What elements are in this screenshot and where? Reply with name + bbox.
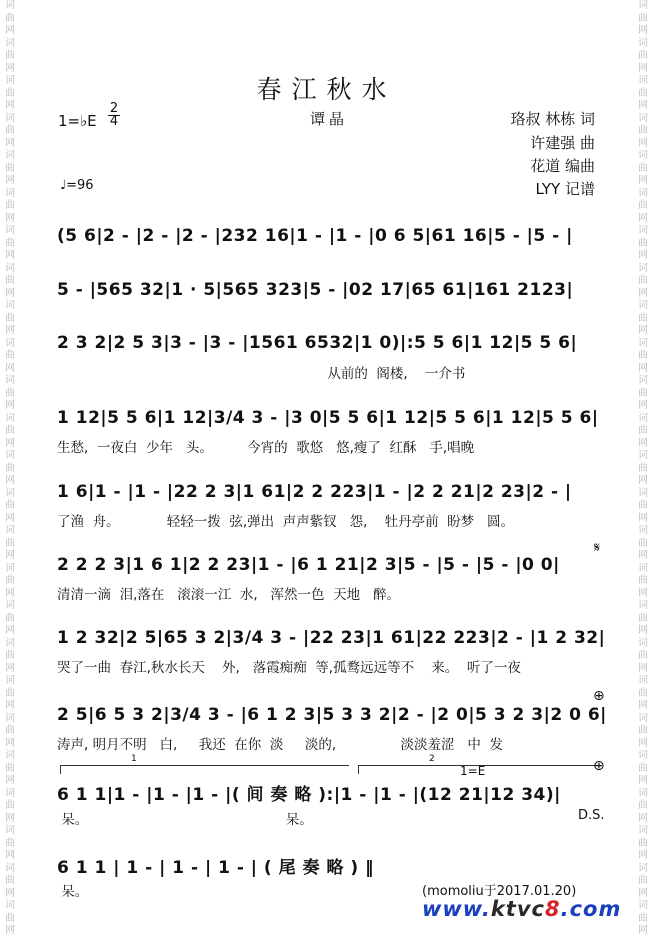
logo-part-a: www. bbox=[422, 897, 491, 921]
lyric-row-4: 生愁, 一夜白 少年 头。 今宵的 歌悠 悠,瘦了 红酥 手,唱晚 bbox=[57, 440, 475, 456]
coda-icon-2: ⊕ bbox=[593, 758, 605, 774]
notation-row-8: 2 5|6 5 3 2|3/4 3 - |6 1 2 3|5 3 3 2|2 - |2 0|5 3 2 3|2 0 6| bbox=[57, 705, 607, 725]
meter-top: 2 bbox=[109, 101, 119, 116]
key-change: 1=E bbox=[460, 764, 486, 778]
segno-icon: 𝄋 bbox=[594, 540, 601, 556]
song-title: 春江秋水 bbox=[256, 75, 397, 104]
notation-row-1: (5 6|2 - |2 - |2 - |232 16|1 - |1 - |0 6 5|61 16|5 - |5 - | bbox=[57, 226, 573, 246]
time-signature bbox=[108, 103, 120, 128]
watermark-left: 词曲网词曲网词曲网词曲网词曲网词曲网词曲网词曲网词曲网词曲网词曲网词曲网词曲网词曲网词曲网词曲网词曲网词曲网词曲网词曲网词曲网词曲网词曲网词曲网词曲网 bbox=[5, 0, 15, 936]
notation-row-3: 2 3 2|2 5 3|3 - |3 - |1561 6532|1 0)|:5 5 6|1 12|5 5 6| bbox=[57, 333, 578, 353]
notation-row-10: 6 1 1 | 1 - | 1 - | 1 - | ( 尾 奏 略 ) ‖ bbox=[57, 858, 375, 878]
notation-row-9: 6 1 1|1 - |1 - |1 - |( 间 奏 略 ):|1 - |1 - |(12 21|12 34)| bbox=[57, 785, 561, 805]
volta-1-bracket bbox=[60, 754, 349, 774]
notation-row-6: 2 2 2 3|1 6 1|2 2 23|1 - |6 1 21|2 3|5 - |5 - |5 - |0 0| bbox=[57, 555, 560, 575]
lyric-row-5: 了渔 舟。 轻轻一拨 弦,弹出 声声紫钗 怨, 牡丹亭前 盼梦 圆。 bbox=[57, 514, 515, 530]
dal-segno-mark: D.S. bbox=[578, 808, 605, 823]
notation-row-2: 5 - |565 32|1 · 5|565 323|5 - |02 17|65 61|161 2123| bbox=[57, 280, 574, 300]
logo-part-b: ktvc bbox=[490, 897, 545, 921]
watermark-right: 词曲网词曲网词曲网词曲网词曲网词曲网词曲网词曲网词曲网词曲网词曲网词曲网词曲网词曲网词曲网词曲网词曲网词曲网词曲网词曲网词曲网词曲网词曲网词曲网词曲网 bbox=[638, 0, 648, 936]
lyric-row-10: 呆。 bbox=[57, 884, 89, 900]
lyric-row-9: 呆。 呆。 bbox=[57, 812, 553, 828]
tempo-marking: ♩=96 bbox=[60, 178, 94, 193]
volta-2-label: 2 bbox=[429, 754, 435, 764]
logo-part-d: .com bbox=[560, 897, 622, 921]
lyric-row-3: 从前的 阁楼, 一介书 bbox=[57, 366, 466, 382]
arranger-credit: 花道 编曲 bbox=[530, 157, 595, 175]
logo-part-c: 8 bbox=[545, 897, 561, 921]
lyric-row-8: 涛声, 明月不明 白, 我还 在你 淡 淡的, 淡淡羞涩 中 发 bbox=[57, 737, 503, 753]
lyric-row-7: 哭了一曲 春江,秋水长天 外, 落霞痴痴 等,孤鹜远远等不 来。 听了一夜 bbox=[57, 660, 521, 676]
lyricist-credit: 珞叔 林栋 词 bbox=[510, 110, 595, 128]
notation-row-7: 1 2 32|2 5|65 3 2|3/4 3 - |22 23|1 61|22 223|2 - |1 2 32| bbox=[57, 628, 606, 648]
key-signature: 1=♭E bbox=[58, 112, 97, 130]
singer: 谭晶 bbox=[310, 110, 349, 128]
coda-icon: ⊕ bbox=[593, 688, 605, 704]
transcriber-credit: LYY 记谱 bbox=[535, 180, 595, 198]
composer-credit: 许建强 曲 bbox=[530, 134, 595, 152]
transcription-note: (momoliu于2017.01.20) bbox=[422, 884, 577, 899]
site-logo bbox=[422, 897, 621, 921]
meter-bottom: 4 bbox=[109, 114, 119, 129]
notation-row-4: 1 12|5 5 6|1 12|3/4 3 - |3 0|5 5 6|1 12|5 5 6|1 12|5 5 6| bbox=[57, 408, 599, 428]
lyric-row-6: 清清一滴 泪,落在 滚滚一江 水, 浑然一色 天地 醉。 bbox=[57, 587, 400, 603]
volta-1-label: 1 bbox=[131, 754, 137, 764]
notation-row-5: 1 6|1 - |1 - |22 2 3|1 61|2 2 223|1 - |2 2 21|2 23|2 - | bbox=[57, 482, 572, 502]
